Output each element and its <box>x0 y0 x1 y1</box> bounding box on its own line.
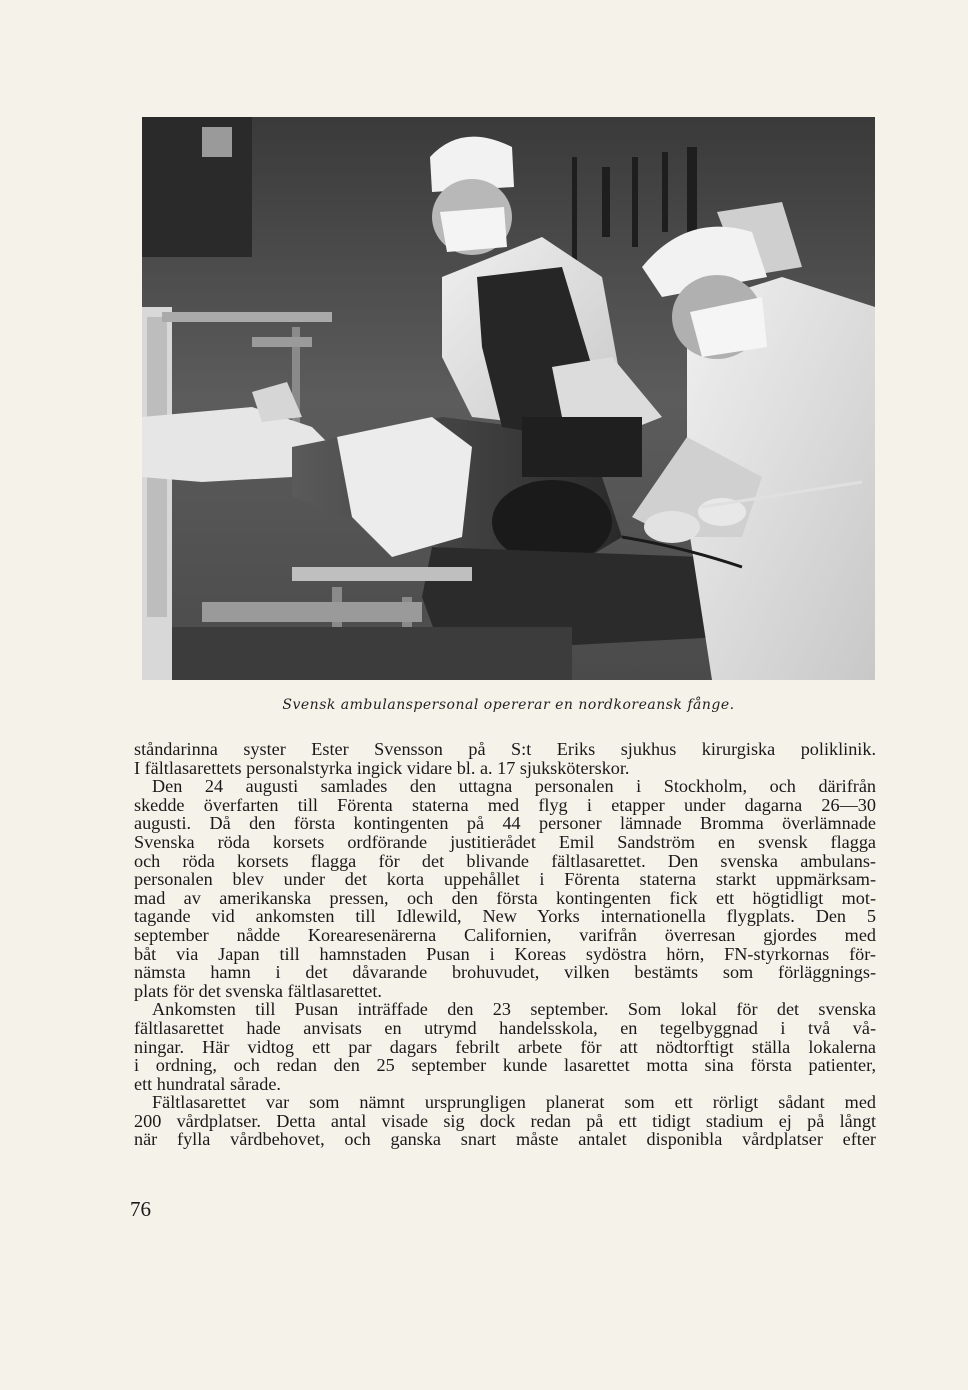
text-line: och röda korsets flagga för det blivande fältlasarettet. Den svenska ambulans- <box>134 850 876 871</box>
text-line: nämsta hamn i det dåvarande brohuvudet, vilken bestämts som förläggnings- <box>134 962 876 983</box>
surgery-photo <box>142 117 875 680</box>
text-line: 200 vårdplatser. Detta antal visade sig dock redan på ett tidigt stadium ej på långt <box>134 1110 876 1131</box>
text-line: skedde överfarten till Förenta staterna med flyg i etapper under dagarna 26—30 <box>134 794 876 815</box>
text-line: fältlasarettet hade anvisats en utrymd handelsskola, en tegelbyggnad i två vå- <box>134 1017 876 1038</box>
text-line: ståndarinna syster Ester Svensson på S:t Eriks sjukhus kirurgiska poliklinik. <box>134 739 876 759</box>
photo-caption: Svensk ambulanspersonal opererar en nordkoreansk fånge. <box>282 697 735 713</box>
page-number: 76 <box>130 1197 151 1221</box>
text-line: båt via Japan till hamnstaden Pusan i Koreas sydöstra hörn, FN-styrkornas för- <box>134 943 876 964</box>
text-line: Den 24 augusti samlades den uttagna personalen i Stockholm, och därifrån <box>152 776 876 797</box>
text-line: Ankomsten till Pusan inträffade den 23 september. Som lokal för det svenska <box>152 999 876 1020</box>
text-line: Fältlasarettet var som nämnt ursprungligen planerat som ett rörligt sådant med <box>152 1092 876 1113</box>
text-line: ningar. Här vidtog ett par dagars febrilt arbete för att nödtorftigt ställa lokalerna <box>134 1036 876 1057</box>
text-line: Svenska röda korsets ordförande justitierådet Emil Sandström en svensk flagga <box>134 831 876 852</box>
surgery-photo-illustration <box>142 117 875 680</box>
text-line: plats för det svenska fältlasarettet. <box>134 980 382 1001</box>
text-line: mad av amerikanska pressen, och den första kontingenten fick ett högtidligt mot- <box>134 887 876 908</box>
body-text <box>134 740 876 1149</box>
text-line: när fylla vårdbehovet, och ganska snart måste antalet disponibla vårdplatser efter <box>134 1129 876 1150</box>
text-line: i ordning, och redan den 25 september kunde lasarettet motta sina första patienter, <box>134 1055 876 1076</box>
text-line: personalen blev under det korta uppehållet i Förenta staterna starkt uppmärksam- <box>134 869 876 890</box>
text-line: tagande vid ankomsten till Idlewild, New Yorks internationella flygplats. Den 5 <box>134 906 876 927</box>
text-line: ett hundratal sårade. <box>134 1073 281 1094</box>
text-line: I fältlasarettets personalstyrka ingick vidare bl. a. 17 sjuksköterskor. <box>134 757 630 778</box>
text-line: augusti. Då den första kontingenten på 44 personer lämnade Bromma överlämnade <box>134 813 876 834</box>
text-line: september nådde Korearesenärerna Californien, varifrån överresan gjordes med <box>134 924 876 945</box>
